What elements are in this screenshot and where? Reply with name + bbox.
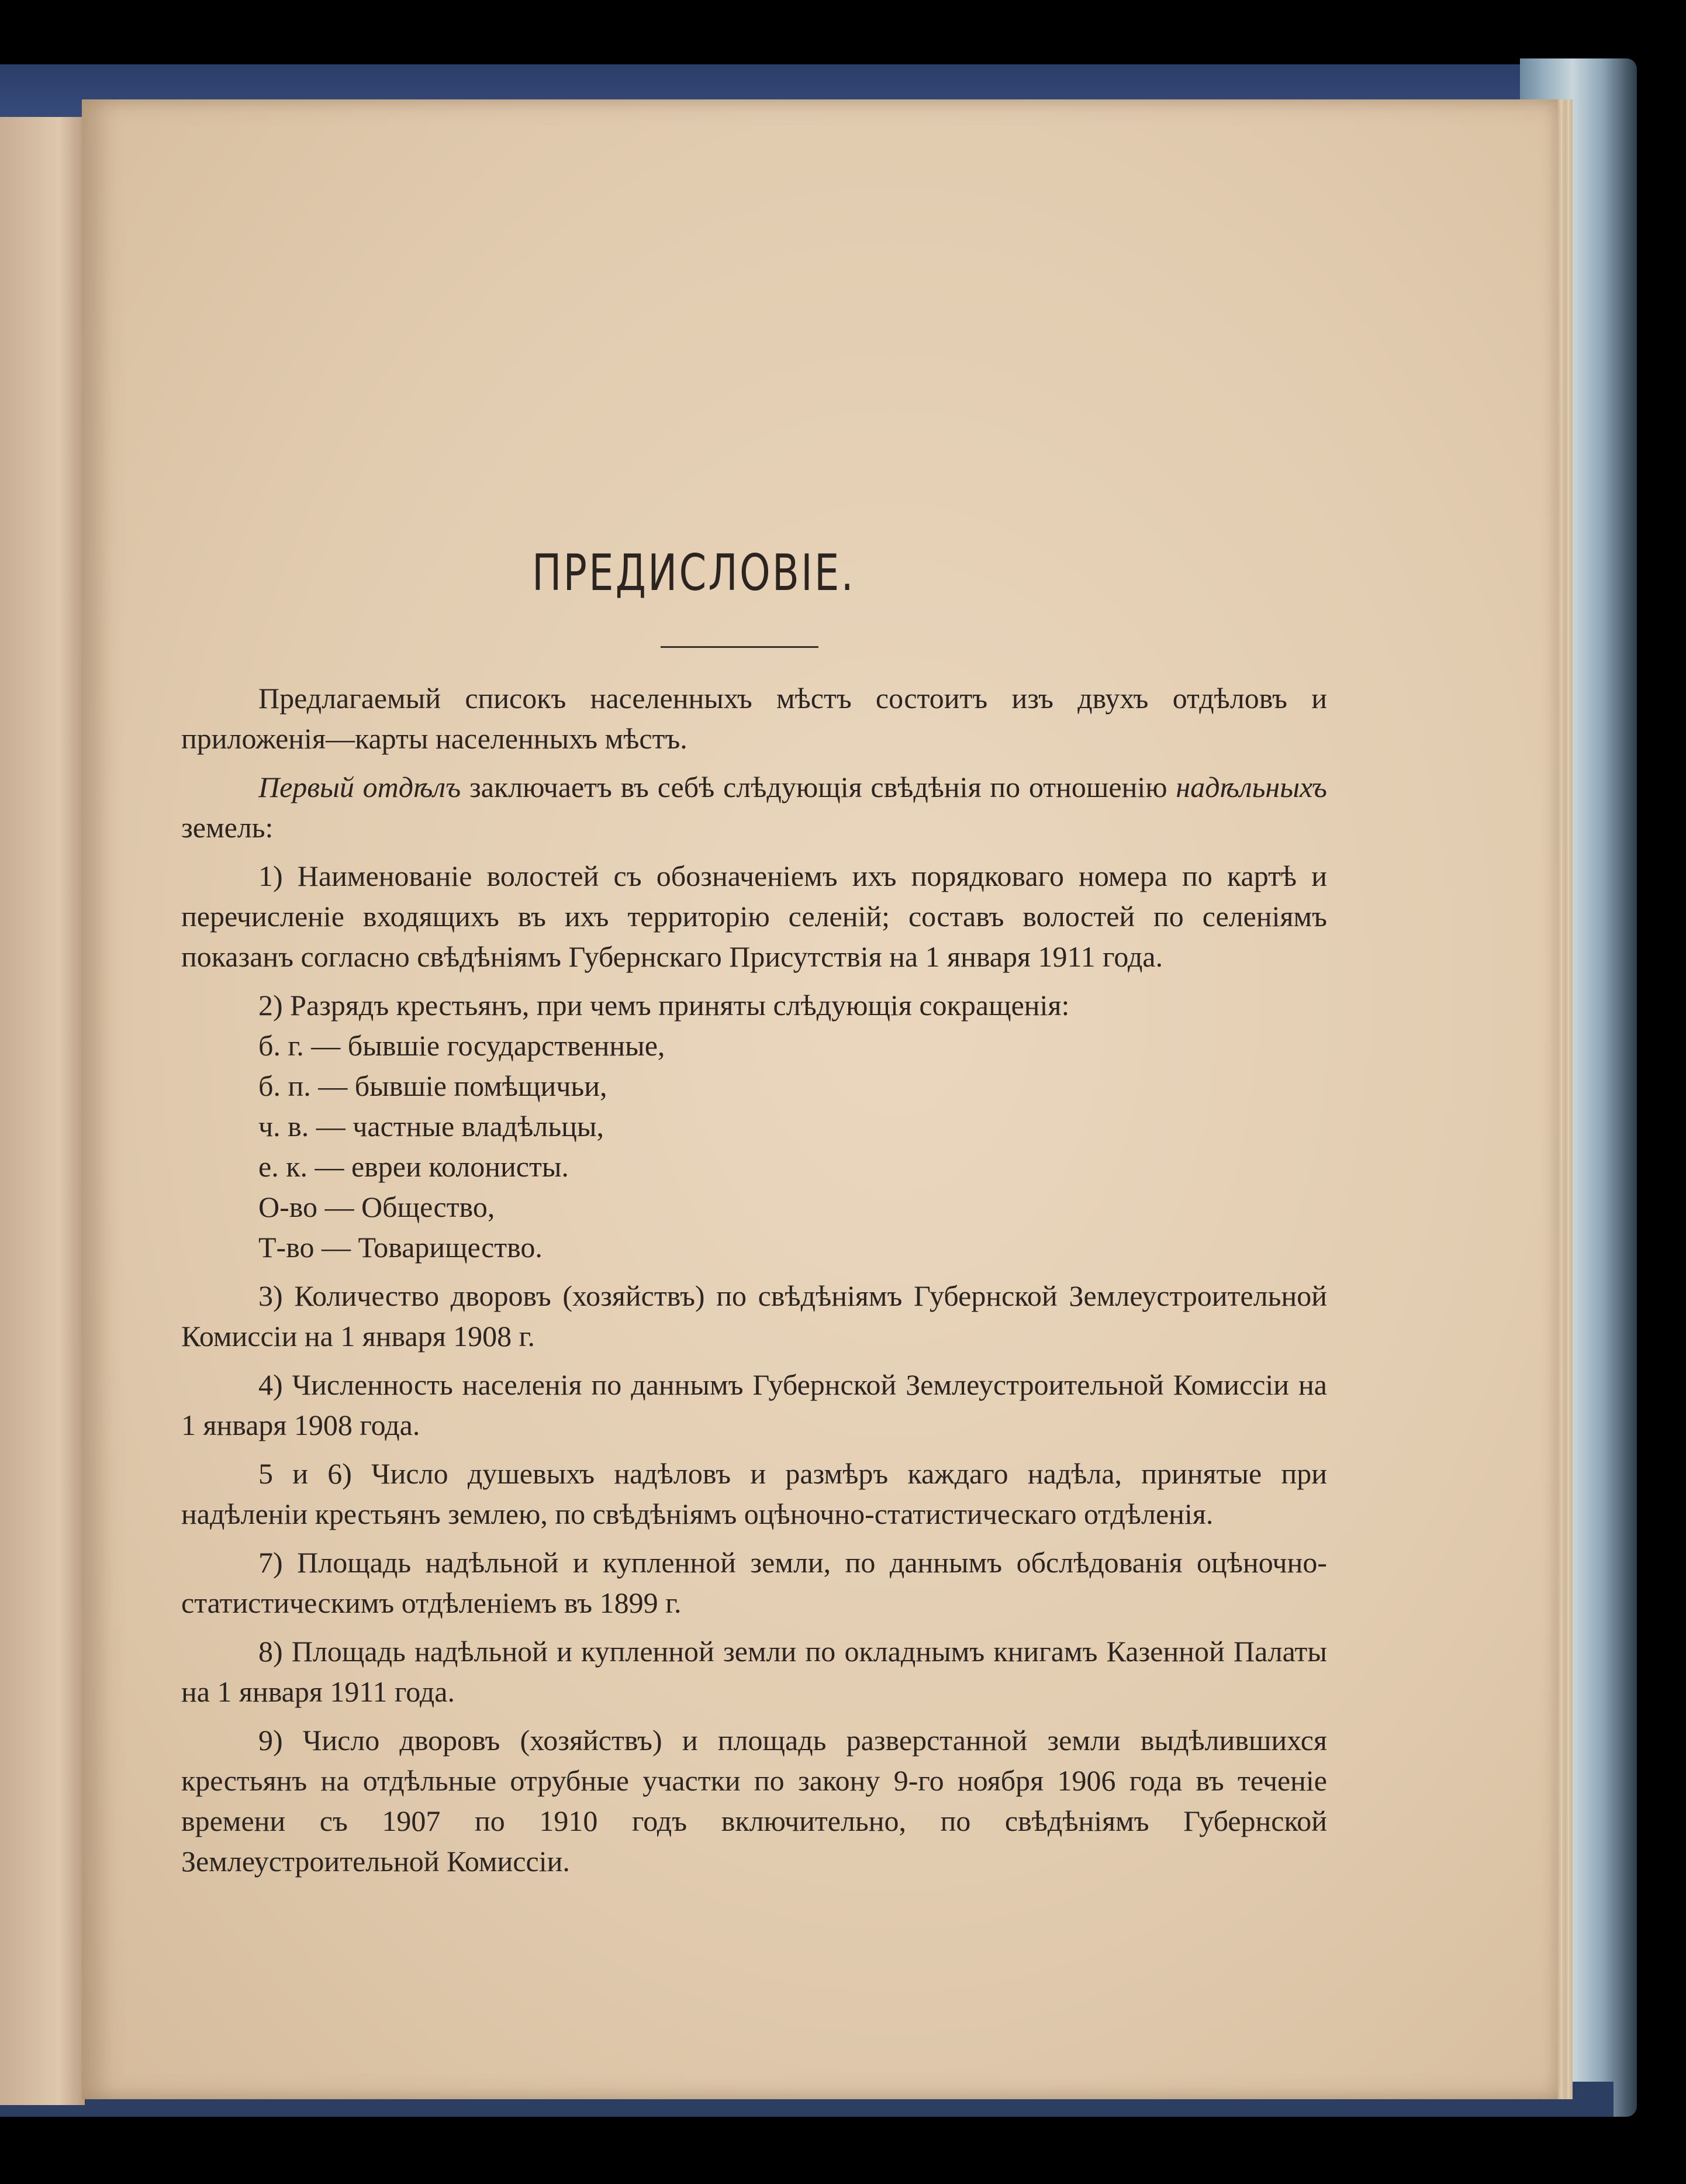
- abbreviation-list: [181, 1026, 1327, 1268]
- item-8: 8) Площадь надѣльной и купленной земли по окладнымъ книгамъ Казенной Палаты на 1 января 1911 года.: [181, 1635, 1327, 1708]
- first-section-text: заключаетъ въ себѣ слѣдующія свѣдѣнія по отношенію: [461, 771, 1176, 803]
- item-3: 3) Количество дворовъ (хозяйствъ) по свѣдѣніямъ Губернской Землеустроительной Комиссіи на 1 января 1908 г.: [181, 1279, 1327, 1353]
- item-2: 2) Разрядъ крестьянъ, при чемъ приняты слѣдующія сокращенія:: [258, 989, 1070, 1022]
- item-5-6: 5 и 6) Число душевыхъ надѣловъ и размѣръ каждаго надѣла, принятые при надѣленіи крестьянъ землею, по свѣдѣніямъ оцѣночно-статистическаго отдѣленія.: [181, 1457, 1327, 1530]
- abbreviation-item: О-во — Общество,: [258, 1191, 495, 1223]
- left-page-edge: [0, 117, 85, 2105]
- title-rule: [661, 646, 818, 648]
- abbreviation-item: б. п. — бывшіе помѣщичьи,: [258, 1069, 607, 1102]
- paragraph-first-section: [181, 767, 1327, 848]
- paragraph-intro: Предлагаемый списокъ населенныхъ мѣстъ состоитъ изъ двухъ отдѣловъ и приложенія—карты населенныхъ мѣстъ.: [181, 682, 1327, 755]
- item-9: 9) Число дворовъ (хозяйствъ) и площадь разверстанной земли выдѣлившихся крестьянъ на отдѣльные отрубные участки по закону 9-го ноября 1906 года въ теченіе времени съ 1907 по 1910 годъ включительно, по свѣдѣніямъ Губернской Землеустроительной Комиссіи.: [181, 1724, 1327, 1878]
- page-title: ПРЕДИСЛОВІЕ.: [532, 544, 855, 602]
- preface-body: [181, 678, 1327, 1890]
- abbreviation-item: Т-во — Товарищество.: [258, 1231, 543, 1264]
- abbreviation-item: ч. в. — частные владѣльцы,: [258, 1110, 604, 1143]
- item-4: 4) Численность населенія по даннымъ Губернской Землеустроительной Комиссіи на 1 января 1908 года.: [181, 1368, 1327, 1441]
- item-1: 1) Наименованіе волостей съ обозначеніемъ ихъ порядковаго номера по картѣ и перечисленіе входящихъ въ ихъ территорію селеній; составъ волостей по селеніямъ показанъ согласно свѣдѣніямъ Губернскаго Присутствія на 1 января 1911 года.: [181, 860, 1327, 973]
- first-section-end: земель:: [181, 811, 274, 844]
- first-section-label: Первый отдѣлъ: [258, 771, 461, 803]
- item-7: 7) Площадь надѣльной и купленной земли, по даннымъ обслѣдованія оцѣночно-статистическимъ отдѣленіемъ въ 1899 г.: [181, 1546, 1327, 1619]
- abbreviation-item: б. г. — бывшіе государственные,: [258, 1029, 665, 1062]
- abbreviation-item: е. к. — евреи колонисты.: [258, 1150, 569, 1183]
- nadel-lands-label: надѣльныхъ: [1176, 771, 1327, 803]
